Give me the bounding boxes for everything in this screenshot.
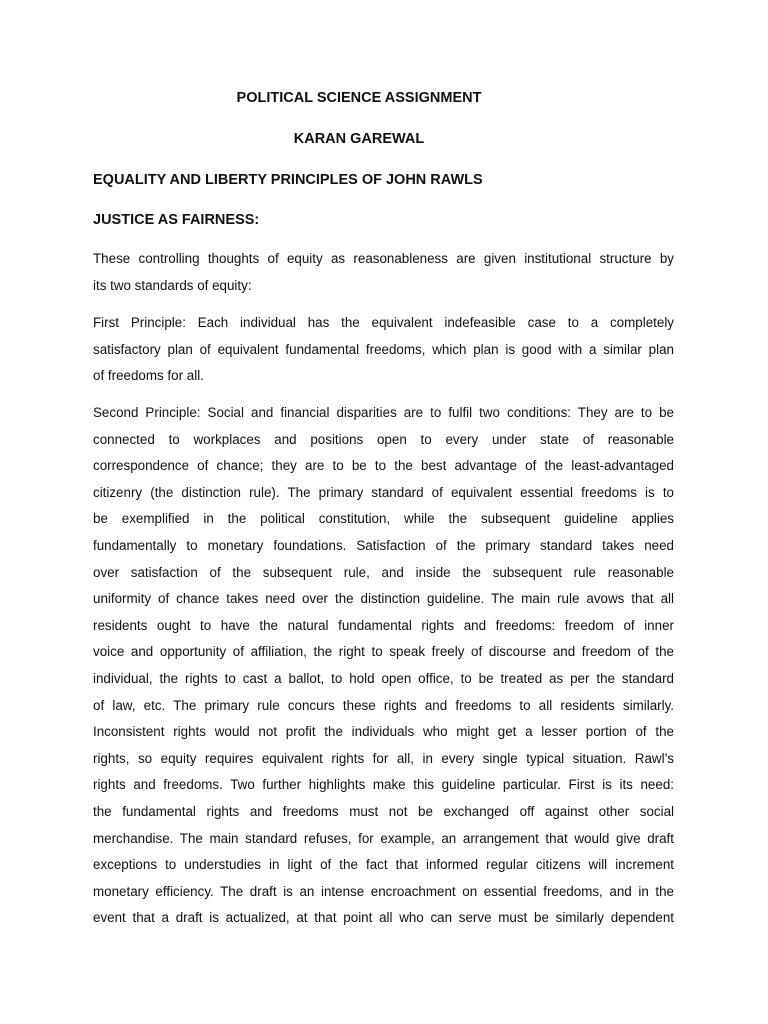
text-line: its two standards of equity:: [93, 277, 252, 293]
text-line: These controlling thoughts of equity as reasonableness are given institutional structure by: [93, 251, 674, 266]
text-line: connected to workplaces and positions open to every under state of reasonable: [93, 431, 674, 447]
assignment-title: POLITICAL SCIENCE ASSIGNMENT: [236, 90, 482, 106]
text-line: monetary efficiency. The draft is an intense encroachment on essential freedoms, and in the: [93, 883, 674, 899]
author-name: KARAN GAREWAL: [293, 131, 425, 147]
text-line: rights, so equity requires equivalent rights for all, in every single typical situation. Rawl’s: [93, 750, 674, 766]
text-line: voice and opportunity of affiliation, the right to speak freely of discourse and freedom of the: [93, 644, 674, 660]
text-line: the fundamental rights and freedoms must not be exchanged off against other social: [93, 803, 674, 819]
text-line: event that a draft is actualized, at that point all who can serve must be similarly dependent: [93, 910, 674, 926]
text-line: First Principle: Each individual has the equivalent indefeasible case to a completely: [93, 315, 674, 330]
text-line: of law, etc. The primary rule concurs these rights and freedoms to all residents similarly.: [93, 697, 674, 713]
text-line: be exemplified in the political constitution, while the subsequent guideline applies: [93, 511, 674, 527]
text-line: uniformity of chance takes need over the distinction guideline. The main rule avows that all: [93, 591, 674, 607]
text-line: satisfactory plan of equivalent fundamental freedoms, which plan is good with a similar plan: [93, 341, 674, 357]
text-line: citizenry (the distinction rule). The primary standard of equivalent essential freedoms is to: [93, 484, 674, 500]
text-line: of freedoms for all.: [93, 368, 204, 384]
text-line: residents ought to have the natural fundamental rights and freedoms: freedom of inner: [93, 617, 674, 633]
section-heading: JUSTICE AS FAIRNESS:: [93, 212, 260, 228]
paragraph-intro: [93, 246, 674, 299]
paragraph-first-principle: [93, 310, 674, 390]
text-line: Inconsistent rights would not profit the individuals who might get a lesser portion of the: [93, 724, 674, 740]
text-line: fundamentally to monetary foundations. Satisfaction of the primary standard takes need: [93, 537, 674, 553]
text-line: over satisfaction of the subsequent rule, and inside the subsequent rule reasonable: [93, 564, 674, 580]
text-line: exceptions to understudies in light of the fact that informed regular citizens will increment: [93, 857, 674, 873]
paragraph-second-principle: [93, 400, 674, 932]
text-line: correspondence of chance; they are to be to the best advantage of the least-advantaged: [93, 458, 674, 474]
topic-heading: EQUALITY AND LIBERTY PRINCIPLES OF JOHN RAWLS: [93, 172, 483, 188]
text-line: rights and freedoms. Two further highlights make this guideline particular. First is its need:: [93, 777, 674, 793]
text-line: Second Principle: Social and financial disparities are to fulfil two conditions: They are to be: [93, 405, 674, 420]
text-line: individual, the rights to cast a ballot, to hold open office, to be treated as per the standard: [93, 670, 674, 686]
text-line: merchandise. The main standard refuses, for example, an arrangement that would give draft: [93, 830, 674, 846]
